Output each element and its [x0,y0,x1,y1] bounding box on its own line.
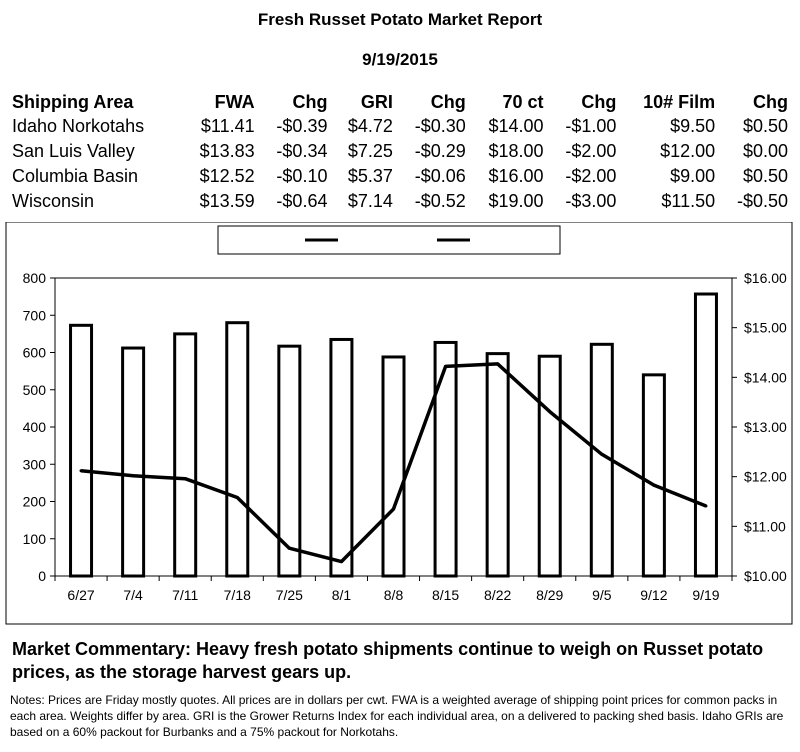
line-point [132,474,135,477]
right-axis-tick-label: $11.00 [744,518,786,535]
table-cell: $0.50 [742,116,788,136]
header-70ct: 70 ct [502,91,544,112]
left-axis-tick-label: 500 [22,381,46,398]
table-cell: -$0.52 [414,191,466,211]
left-axis-tick-label: 700 [22,307,46,324]
x-axis-tick-label: 8/29 [536,587,564,603]
header-10film-chg: Chg [753,91,788,112]
x-axis-tick-label: 6/27 [67,587,95,603]
table-cell: $0.50 [742,166,788,186]
table-cell: -$0.50 [736,191,788,211]
x-axis-tick-label: 9/5 [592,587,612,603]
table-cell: $9.00 [670,166,716,186]
right-axis-tick-label: $15.00 [744,319,787,336]
right-axis-tick-label: $16.00 [744,270,787,286]
x-axis-tick-label: 9/12 [640,587,668,603]
bar [331,339,352,576]
left-axis-tick-label: 800 [22,270,46,286]
line-point [548,410,551,413]
header-gri-chg: Chg [430,91,466,112]
table-cell: $14.00 [488,116,544,136]
right-axis-tick-label: $10.00 [744,568,787,584]
right-axis-tick-label: $13.00 [744,419,787,435]
report-date: 9/19/2015 [362,50,438,69]
table-row [8,139,792,164]
table-cell: $11.41 [200,116,255,136]
notes: Notes: Prices are Friday mostly quotes. All prices are in dollars per cwt. FWA is a weighted average of shipping point prices for common packs in each area. Weights differ by area. GRI is the Grower Returns Index for each individual area, on a delivered to packing shed basis. Idaho GRIs are based on a 60% packout for Burbanks and a 75% packout for Norkotahs. [10,693,784,739]
bar [71,325,92,576]
left-axis-tick-label: 400 [22,419,46,435]
left-axis-tick-label: 0 [38,568,46,584]
line-point [496,362,499,365]
table-cell: -$0.30 [414,116,466,136]
bar [539,356,560,576]
table-cell: $13.83 [199,141,255,161]
bar [695,294,716,576]
table-cell: $11.50 [661,191,716,211]
table-cell: -$0.64 [276,191,328,211]
left-axis-tick-label: 300 [22,456,46,473]
table-row [8,164,792,189]
table-cell: -$3.00 [565,191,617,211]
table-cell: -$1.00 [565,116,617,136]
line-point [652,484,655,487]
left-axis-tick-label: 200 [22,493,46,510]
table-cell: $16.00 [488,166,544,186]
header-10film: 10# Film [643,91,716,112]
x-axis-tick-label: 7/18 [223,587,251,603]
bar [487,354,508,576]
right-axis-tick-label: $12.00 [744,468,787,485]
right-axis-tick-label: $14.00 [744,369,787,386]
table-row [8,189,792,214]
line-point [288,547,291,550]
table-cell: $4.72 [347,116,393,136]
bar [123,348,144,576]
table-cell: -$0.39 [276,116,328,136]
header-fwa-chg: Chg [292,91,328,112]
line-point [444,365,447,368]
table-cell: Columbia Basin [12,166,139,186]
table-cell: $7.14 [347,191,393,211]
left-axis-tick-label: 600 [22,344,46,361]
x-axis-tick-label: 8/8 [383,587,404,603]
x-axis-tick-label: 8/22 [484,587,512,603]
bar [643,375,664,576]
header-shipping-area: Shipping Area [12,91,134,112]
bar [227,323,248,576]
report-title: Fresh Russet Potato Market Report [257,10,543,29]
bar [175,334,196,576]
legend [218,226,560,254]
table-cell: $9.50 [670,116,716,136]
table-cell: -$0.10 [276,166,328,186]
table-cell: $19.00 [488,191,544,211]
header-70ct-chg: Chg [581,91,617,112]
header-fwa: FWA [214,91,255,112]
market-commentary: Market Commentary: Heavy fresh potato shipments continue to weigh on Russet potato prices, as the storage harvest gears up. [12,639,764,682]
x-axis-tick-label: 9/19 [692,587,720,603]
bar [383,357,404,576]
line-point [80,469,83,472]
x-axis-tick-label: 7/25 [275,587,303,603]
header-gri: GRI [360,91,393,112]
table-cell: -$0.06 [414,166,466,186]
table-cell: $13.59 [199,191,255,211]
x-axis-tick-label: 7/11 [172,587,199,603]
table-header-row [8,90,792,114]
line-point [392,507,395,510]
line-point [600,453,603,456]
line-point [236,496,239,499]
table-row [8,114,792,139]
table-cell: -$2.00 [565,166,617,186]
table-cell: -$2.00 [565,141,617,161]
line-point [704,504,707,507]
table-cell: $12.52 [199,166,255,186]
legend-box [218,226,560,254]
left-axis-tick-label: 100 [22,530,46,547]
table-cell: $18.00 [488,141,544,161]
table-cell: -$0.29 [414,141,466,161]
table-cell: $5.37 [347,166,393,186]
table-cell: $0.00 [742,141,788,161]
table-cell: -$0.34 [276,141,328,161]
line-point [340,560,343,563]
price-table [8,90,792,214]
table-cell: Idaho Norkotahs [12,116,145,136]
x-axis-tick-label: 7/4 [123,587,143,603]
bar [435,342,456,576]
x-axis-tick-label: 8/1 [331,587,352,603]
table-cell: $7.25 [347,141,393,161]
line-point [184,477,187,480]
table-cell: $12.00 [660,141,716,161]
x-axis-tick-label: 8/15 [431,587,460,603]
shipments-price-chart [0,222,800,626]
table-cell: San Luis Valley [12,141,135,161]
table-cell: Wisconsin [12,191,95,211]
